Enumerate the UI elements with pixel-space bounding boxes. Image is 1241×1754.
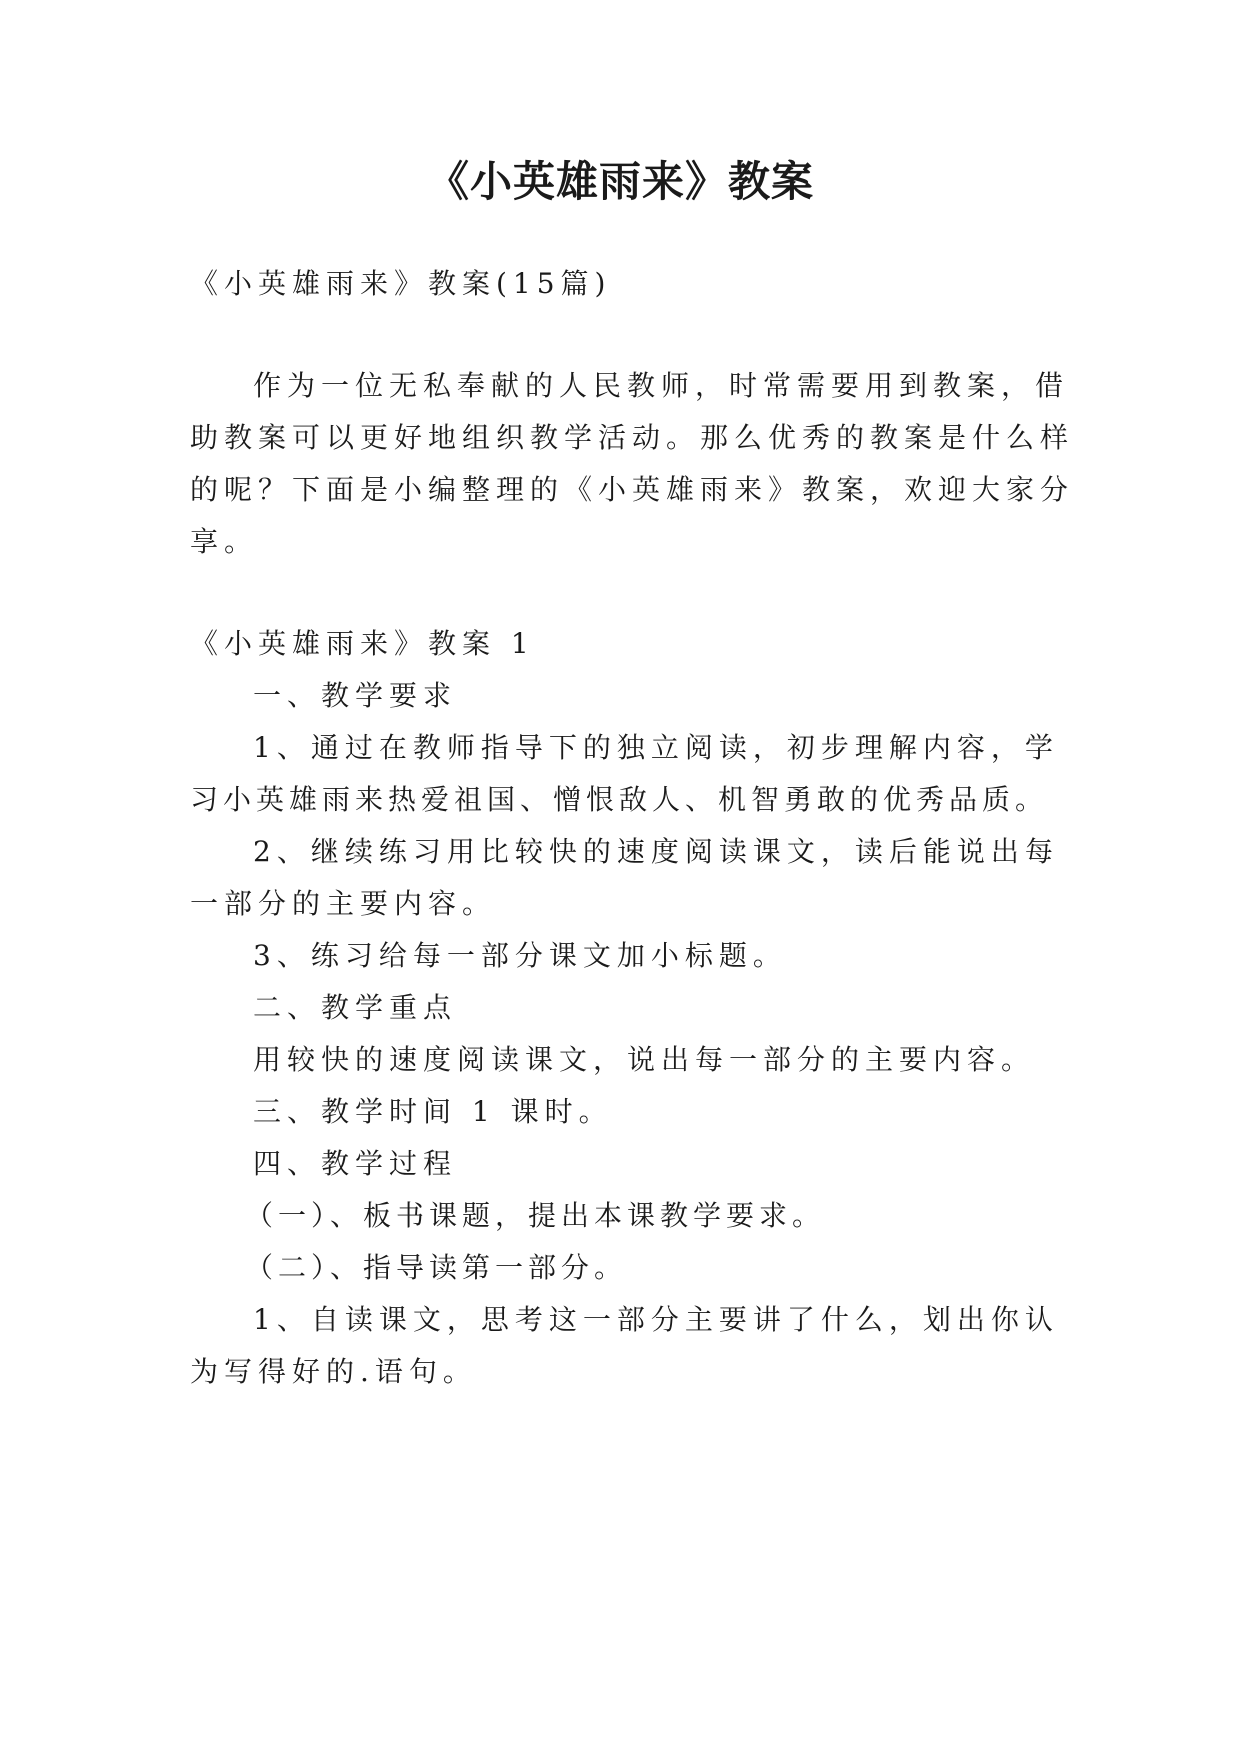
heading-teaching-requirements: 一、教学要求 [253,679,458,712]
heading-teaching-time: 三、教学时间 1 课时。 [253,1095,613,1128]
requirement-1-line-2: 习小英雄雨来热爱祖国、憎恨敌人、机智勇敢的优秀品质。 [190,783,1049,816]
document-title: 《小英雄雨来》教案 [426,157,814,206]
intro-line-2: 助教案可以更好地组织教学活动。那么优秀的教案是什么样 [190,421,1075,454]
intro-line-1: 作为一位无私奉献的人民教师，时常需要用到教案，借 [253,369,1070,402]
requirement-3: 3、练习给每一部分课文加小标题。 [253,939,787,972]
requirement-2-line-1: 2、继续练习用比较快的速度阅读课文，读后能说出每 [253,835,1059,868]
teaching-focus-text: 用较快的速度阅读课文，说出每一部分的主要内容。 [253,1043,1036,1076]
heading-teaching-focus: 二、教学重点 [253,991,458,1024]
intro-line-3: 的呢？下面是小编整理的《小英雄雨来》教案，欢迎大家分 [190,473,1075,506]
process-step-1: （一）、板书课题，提出本课教学要求。 [245,1199,826,1232]
document-subtitle: 《小英雄雨来》教案(15篇) [190,267,612,300]
heading-teaching-process: 四、教学过程 [253,1147,458,1180]
requirement-1-line-1: 1、通过在教师指导下的独立阅读，初步理解内容，学 [253,731,1059,764]
process-step-2: （二）、指导读第一部分。 [245,1251,628,1284]
step-2-item-1-line-1: 1、自读课文，思考这一部分主要讲了什么，划出你认 [253,1303,1059,1336]
step-2-item-1-line-2: 为写得好的.语句。 [190,1355,477,1388]
requirement-2-line-2: 一部分的主要内容。 [190,887,497,920]
intro-line-4: 享。 [190,525,259,558]
section-heading: 《小英雄雨来》教案 1 [190,627,535,660]
